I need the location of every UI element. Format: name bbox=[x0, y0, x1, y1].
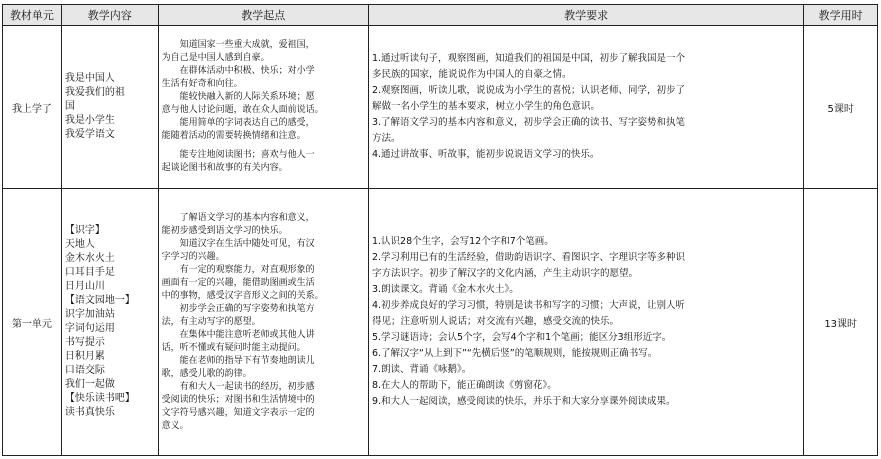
start-line: 能专注地阅读图书；喜欢与他人一 bbox=[179, 150, 315, 160]
content-line: 日月山川 bbox=[64, 281, 105, 292]
hours-cell: 5课时 bbox=[804, 26, 878, 189]
start-line: 受阅读的快乐；对图书和生活情境中的 bbox=[161, 394, 315, 405]
unit-cell: 第一单元 bbox=[3, 189, 62, 456]
content-line: 字词句运用 bbox=[64, 323, 115, 334]
start-cell bbox=[158, 189, 368, 456]
content-line: 口语交际 bbox=[64, 365, 105, 376]
requirement-line: 4.初步养成良好的学习习惯，特别是读书和写字的习惯；大声说，让别人听 bbox=[371, 300, 686, 311]
start-line: 话，听不懂或有疑问时能主动提问。 bbox=[161, 342, 306, 353]
content-line: 我是小学生 bbox=[64, 115, 115, 126]
content-line: 【快乐读书吧】 bbox=[64, 393, 135, 404]
start-line: 歌，感受儿歌的韵律。 bbox=[161, 368, 252, 379]
start-line: 为自己是中国人感到自豪。 bbox=[161, 53, 270, 63]
content-line: 【识字】 bbox=[64, 225, 105, 236]
start-line: 字学习的兴趣。 bbox=[161, 251, 225, 262]
start-line: 能用简单的字词表达自己的感受， bbox=[179, 118, 315, 128]
header-requirements: 教学要求 bbox=[368, 5, 803, 26]
teaching-plan-table bbox=[2, 4, 878, 456]
table-row bbox=[3, 26, 878, 189]
content-line: 书写提示 bbox=[64, 337, 105, 348]
start-line: 能较快融入新的人际关系环境；愿 bbox=[179, 92, 315, 102]
requirement-line: 2.观察图画，听读儿歌，说说成为小学生的喜悦；认识老师、同学，初步了 bbox=[371, 85, 686, 96]
start-line: 能初步感受到语文学习的快乐。 bbox=[161, 225, 288, 236]
requirement-line: 3.朗读课文。背诵《金木水火土》。 bbox=[371, 284, 519, 295]
requirement-line: 方法。 bbox=[371, 133, 401, 144]
content-line: 我是中国人 bbox=[64, 73, 115, 84]
requirement-line: 7.朗读、背诵《咏鹅》。 bbox=[371, 364, 472, 375]
start-line: 在集体中能注意听老师或其他人讲 bbox=[179, 329, 315, 340]
requirement-line: 多民族的国家，能说说作为中国人的自豪之情。 bbox=[371, 69, 572, 80]
header-unit: 教材单元 bbox=[3, 5, 62, 26]
requirements-cell bbox=[368, 26, 803, 189]
start-line: 初步学会正确的写字姿势和执笔方 bbox=[179, 303, 315, 314]
start-line: 知道国家一些重大成就，爱祖国， bbox=[179, 40, 315, 50]
content-line: 【语文园地一】 bbox=[64, 295, 135, 306]
start-line: 意义。 bbox=[161, 420, 189, 431]
table-row bbox=[3, 189, 878, 456]
requirement-line: 得见；注意听别人说话；对交流有兴趣，感受交流的快乐。 bbox=[371, 316, 619, 327]
requirement-line: 解做一名小学生的基本要求，树立小学生的角色意识。 bbox=[371, 101, 600, 112]
content-cell bbox=[61, 26, 158, 189]
header-content: 教学内容 bbox=[61, 5, 158, 26]
requirement-line: 5.学习谜语诗；会认5个字，会写4个字和1个笔画；能区分3组形近字。 bbox=[371, 332, 672, 343]
start-line: 中的事物，感受汉字音形义之间的关系。 bbox=[161, 290, 324, 301]
content-cell bbox=[61, 189, 158, 456]
content-line: 日积月累 bbox=[64, 351, 105, 362]
content-line: 国 bbox=[64, 101, 75, 112]
header-start: 教学起点 bbox=[158, 5, 368, 26]
header-row bbox=[3, 5, 878, 26]
content-line: 识字加油站 bbox=[64, 309, 115, 320]
start-line: 有一定的观察能力，对直观形象的 bbox=[179, 264, 315, 275]
start-line: 起谈论图书和故事的有关内容。 bbox=[161, 163, 288, 173]
requirement-line: 9.和大人一起阅读，感受阅读的快乐，并乐于和大家分享课外阅读成果。 bbox=[371, 396, 676, 407]
requirement-line: 3.了解语文学习的基本内容和意义，初步学会正确的读书、写字姿势和执笔 bbox=[371, 117, 686, 128]
hours-cell: 13课时 bbox=[804, 189, 878, 456]
unit-cell: 我上学了 bbox=[3, 26, 62, 189]
requirement-line: 6.了解汉字“从上到下”“先横后竖”的笔顺规则，能按规则正确书写。 bbox=[371, 348, 658, 359]
requirement-line: 8.在大人的帮助下，能正确朗读《剪窗花》。 bbox=[371, 380, 557, 391]
requirement-line: 1.通过听读句子，观察图画，知道我们的祖国是中国，初步了解我国是一个 bbox=[371, 53, 686, 64]
requirement-line: 字方法识字。初步了解汉字的文化内涵，产生主动识字的愿望。 bbox=[371, 268, 638, 279]
start-line: 意与他人讨论问题，敢在众人面前说话。 bbox=[161, 105, 324, 115]
start-line: 文字符号感兴趣，知道文字表示一定的 bbox=[161, 407, 315, 418]
start-line: 法，有主动写字的愿望。 bbox=[161, 316, 261, 327]
start-line: 在群体活动中积极、快乐；对小学 bbox=[179, 66, 315, 76]
start-cell bbox=[158, 26, 368, 189]
content-line: 读书真快乐 bbox=[64, 407, 115, 418]
content-line: 天地人 bbox=[64, 239, 95, 250]
content-line: 金木水火土 bbox=[64, 253, 115, 264]
start-line: 能随着活动的需要转换情绪和注意。 bbox=[161, 131, 306, 141]
requirements-cell bbox=[368, 189, 803, 456]
start-line: 知道汉字在生活中随处可见，有汉 bbox=[179, 238, 315, 249]
content-line: 我爱学语文 bbox=[64, 129, 115, 140]
start-line: 能在老师的指导下有节奏地朗读儿 bbox=[179, 355, 315, 366]
start-line: 了解语文学习的基本内容和意义， bbox=[179, 212, 315, 223]
content-line: 我们一起做 bbox=[64, 379, 115, 390]
content-line: 口耳目手足 bbox=[64, 267, 115, 278]
requirement-line: 1.认识28个生字，会写12个字和7个笔画。 bbox=[371, 236, 554, 247]
requirement-line: 4.通过讲故事、听故事，能初步说说语文学习的快乐。 bbox=[371, 149, 600, 160]
header-hours: 教学用时 bbox=[804, 5, 878, 26]
content-line: 我爱我们的祖 bbox=[64, 87, 125, 98]
start-line: 生活有好奇和向往。 bbox=[161, 79, 243, 89]
start-line: 有和大人一起读书的经历，初步感 bbox=[179, 381, 315, 392]
start-line: 画面有一定的兴趣，能借助图画或生活 bbox=[161, 277, 315, 288]
requirement-line: 2.学习利用已有的生活经验，借助韵语识字、看图识字、字理识字等多种识 bbox=[371, 252, 686, 263]
